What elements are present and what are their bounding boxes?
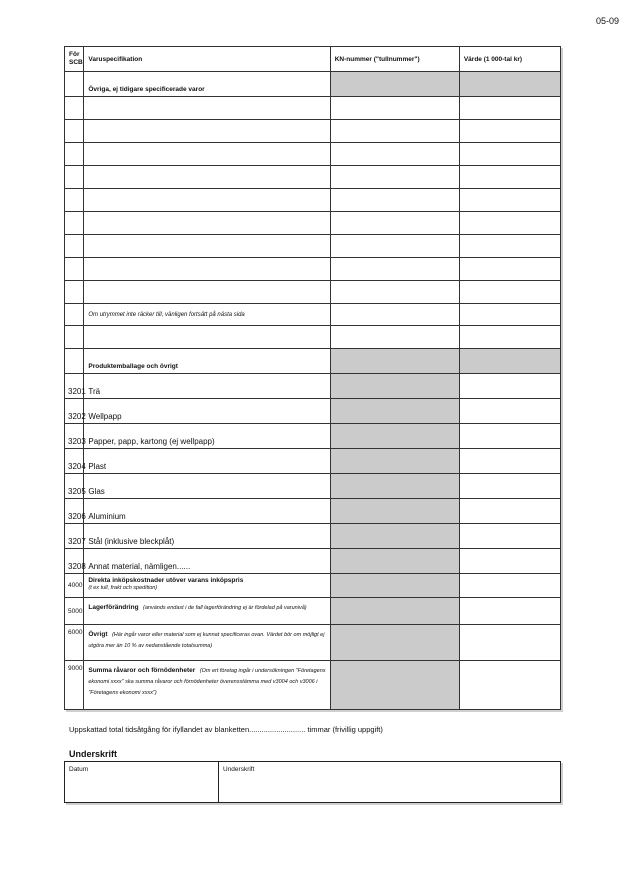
row-9000 <box>65 661 561 710</box>
header-value: Värde (1 000-tal kr) <box>459 47 560 72</box>
row-6000 <box>65 625 561 661</box>
entry-row[interactable] <box>65 143 561 166</box>
row-9000-sub: (Om ert företag ingår i undersökningen "Företagens ekonomi xxxx" ska summa råvaror och förnödenheter överensstämma med v3004 och v3006 i "Företagens ekonomi xxxx") <box>88 668 326 696</box>
scb-code: 3201 <box>65 374 84 399</box>
value-cell[interactable] <box>459 449 560 474</box>
scb-cell <box>65 235 84 258</box>
kn-cell[interactable] <box>330 97 459 120</box>
kn-cell[interactable] <box>330 189 459 212</box>
value-cell[interactable] <box>459 499 560 524</box>
entry-row[interactable] <box>65 258 561 281</box>
scb-code: 3203 <box>65 424 84 449</box>
kn-cell[interactable] <box>330 304 459 326</box>
note-row <box>65 304 561 326</box>
scb-code: 3205 <box>65 474 84 499</box>
kn-cell[interactable] <box>330 326 459 349</box>
scb-cell <box>65 349 84 374</box>
entry-row[interactable] <box>65 212 561 235</box>
time-estimate-line[interactable]: Uppskattad total tidsåtgång för ifyllandet av blanketten........................... timmar (frivillig uppgift) <box>69 725 383 734</box>
scb-code: 3206 <box>65 499 84 524</box>
value-cell[interactable] <box>459 524 560 549</box>
page-code: 05-09 <box>596 16 620 26</box>
item-row-3207 <box>65 524 561 549</box>
kn-cell-shaded <box>330 399 459 424</box>
row-4000 <box>65 574 561 598</box>
item-row-3203 <box>65 424 561 449</box>
scb-cell <box>65 120 84 143</box>
value-cell[interactable] <box>459 166 560 189</box>
value-cell[interactable] <box>459 258 560 281</box>
section-packaging-title: Produktemballage och övrigt <box>84 349 330 374</box>
kn-cell[interactable] <box>330 281 459 304</box>
item-row-3206 <box>65 499 561 524</box>
item-label: Wellpapp <box>84 399 330 424</box>
scb-code: 5000 <box>65 598 84 625</box>
kn-cell[interactable] <box>330 212 459 235</box>
value-cell[interactable] <box>459 625 560 661</box>
scb-code: 6000 <box>65 625 84 661</box>
entry-row[interactable] <box>65 326 561 349</box>
spec-cell[interactable] <box>84 189 330 212</box>
value-cell[interactable] <box>459 549 560 574</box>
item-row-3205 <box>65 474 561 499</box>
item-row-3201 <box>65 374 561 399</box>
scb-cell <box>65 72 84 97</box>
value-cell[interactable] <box>459 143 560 166</box>
item-label: Stål (inklusive bleckplåt) <box>84 524 330 549</box>
row-4000-title: Direkta inköpskostnader utöver varans inköpspris <box>88 577 244 584</box>
kn-cell-shaded <box>330 574 459 598</box>
scb-code: 3202 <box>65 399 84 424</box>
section-other-title: Övriga, ej tidigare specificerade varor <box>84 72 330 97</box>
scb-cell <box>65 166 84 189</box>
date-label: Datum <box>69 766 89 773</box>
value-cell[interactable] <box>459 120 560 143</box>
item-label: Trä <box>84 374 330 399</box>
value-cell[interactable] <box>459 399 560 424</box>
entry-row[interactable] <box>65 189 561 212</box>
kn-cell[interactable] <box>330 258 459 281</box>
kn-cell-shaded <box>330 474 459 499</box>
kn-cell-shaded <box>330 499 459 524</box>
item-label: Glas <box>84 474 330 499</box>
value-cell[interactable] <box>459 424 560 449</box>
entry-row[interactable] <box>65 97 561 120</box>
kn-cell-shaded <box>330 374 459 399</box>
section-other-row <box>65 72 561 97</box>
row-4000-text <box>84 574 330 598</box>
row-4000-sub: (t ex tull, frakt och spedition) <box>88 585 158 591</box>
scb-code: 9000 <box>65 661 84 710</box>
spec-cell[interactable] <box>84 120 330 143</box>
kn-cell-shaded <box>330 524 459 549</box>
kn-cell-shaded <box>330 661 459 710</box>
spec-cell[interactable] <box>84 212 330 235</box>
kn-cell-shaded <box>330 72 459 97</box>
scb-code: 3204 <box>65 449 84 474</box>
date-field[interactable] <box>65 762 219 802</box>
item-label: Aluminium <box>84 499 330 524</box>
scb-cell <box>65 212 84 235</box>
value-cell[interactable] <box>459 235 560 258</box>
entry-row[interactable] <box>65 281 561 304</box>
header-kn: KN-nummer ("tullnummer") <box>330 47 459 72</box>
row-5000 <box>65 598 561 625</box>
scb-cell <box>65 326 84 349</box>
table-header-row <box>65 47 561 72</box>
signature-heading: Underskrift <box>69 749 118 759</box>
scb-code: 3208 <box>65 549 84 574</box>
row-9000-text <box>84 661 330 710</box>
value-cell[interactable] <box>459 212 560 235</box>
value-cell[interactable] <box>459 598 560 625</box>
row-5000-sub: (används endast i de fall lagerförändring ej är fördelad på varunivå) <box>143 605 307 611</box>
kn-cell[interactable] <box>330 120 459 143</box>
note-space-text: Om utrymmet inte räcker till, vänligen fortsätt på nästa sida <box>84 304 330 326</box>
header-spec: Varuspecifikation <box>84 47 330 72</box>
signature-field[interactable] <box>219 762 560 802</box>
spec-cell[interactable] <box>84 258 330 281</box>
scb-cell <box>65 143 84 166</box>
entry-row[interactable] <box>65 166 561 189</box>
item-row-3204 <box>65 449 561 474</box>
kn-cell-shaded <box>330 349 459 374</box>
row-6000-title: Övrigt <box>88 631 108 638</box>
value-cell-shaded <box>459 349 560 374</box>
value-cell[interactable] <box>459 474 560 499</box>
value-cell[interactable] <box>459 304 560 326</box>
signature-label: Underskrift <box>223 766 255 773</box>
item-label: Papper, papp, kartong (ej wellpapp) <box>84 424 330 449</box>
row-5000-title: Lagerförändring <box>88 604 139 611</box>
kn-cell-shaded <box>330 449 459 474</box>
row-5000-text <box>84 598 330 625</box>
kn-cell[interactable] <box>330 143 459 166</box>
scb-code: 3207 <box>65 524 84 549</box>
value-cell[interactable] <box>459 661 560 710</box>
scb-cell <box>65 189 84 212</box>
goods-specification-table <box>64 46 561 710</box>
item-row-3202 <box>65 399 561 424</box>
row-9000-title: Summa råvaror och förnödenheter <box>88 667 196 674</box>
spec-cell[interactable] <box>84 166 330 189</box>
entry-row[interactable] <box>65 235 561 258</box>
signature-box <box>64 761 561 803</box>
spec-cell[interactable] <box>84 97 330 120</box>
item-label: Annat material, nämligen...... <box>84 549 330 574</box>
spec-cell[interactable] <box>84 235 330 258</box>
scb-cell <box>65 97 84 120</box>
value-cell[interactable] <box>459 97 560 120</box>
kn-cell[interactable] <box>330 235 459 258</box>
kn-cell[interactable] <box>330 166 459 189</box>
row-6000-sub: (Här ingår varor eller material som ej kunnat specificeras ovan. Värdet bör om möjligt ej utgöra mer än 10 % av nedanstående totalsumma) <box>88 632 325 649</box>
kn-cell-shaded <box>330 598 459 625</box>
kn-cell-shaded <box>330 549 459 574</box>
scb-cell <box>65 304 84 326</box>
item-row-3208 <box>65 549 561 574</box>
spec-cell[interactable] <box>84 326 330 349</box>
scb-cell <box>65 281 84 304</box>
value-cell[interactable] <box>459 326 560 349</box>
value-cell-shaded <box>459 72 560 97</box>
item-label: Plast <box>84 449 330 474</box>
spec-cell[interactable] <box>84 143 330 166</box>
row-6000-text <box>84 625 330 661</box>
kn-cell-shaded <box>330 424 459 449</box>
value-cell[interactable] <box>459 374 560 399</box>
header-scb: För SCB <box>65 47 84 72</box>
section-packaging-row <box>65 349 561 374</box>
value-cell[interactable] <box>459 574 560 598</box>
kn-cell-shaded <box>330 625 459 661</box>
value-cell[interactable] <box>459 189 560 212</box>
scb-cell <box>65 258 84 281</box>
spec-cell[interactable] <box>84 281 330 304</box>
value-cell[interactable] <box>459 281 560 304</box>
entry-row[interactable] <box>65 120 561 143</box>
scb-code: 4000 <box>65 574 84 598</box>
